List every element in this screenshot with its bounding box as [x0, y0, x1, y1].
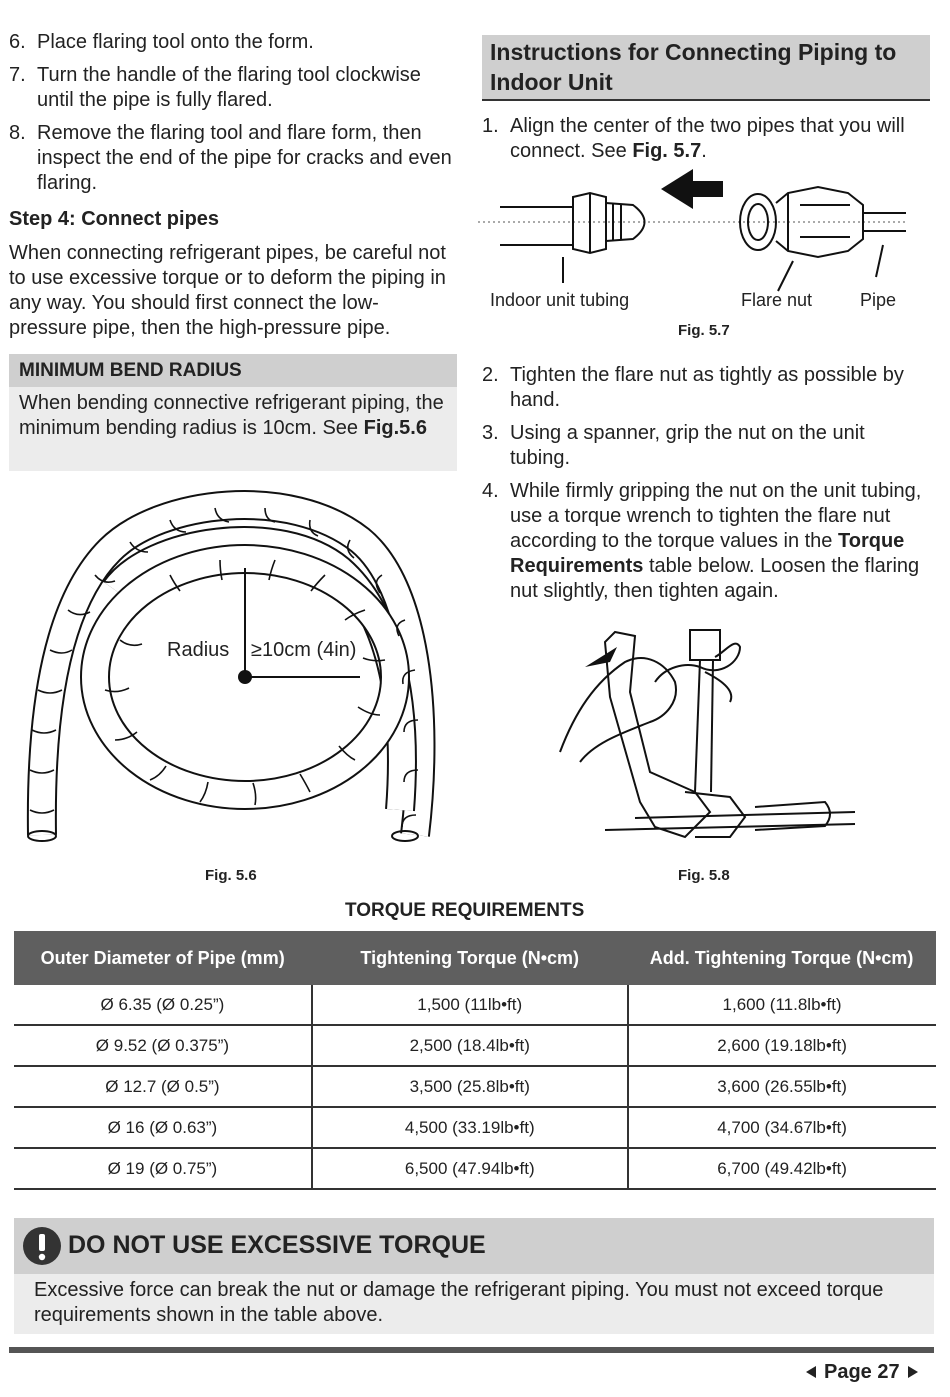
step-8: 8. Remove the flaring tool and flare form, then inspect the end of the pipe for cracks and even flaring. [9, 122, 452, 194]
table-cell: 6,500 (47.94lb•ft) [312, 1148, 628, 1189]
fig56-coil-illustration [20, 480, 460, 860]
torque-table [14, 931, 936, 1190]
fig56-caption: Fig. 5.6 [205, 867, 257, 884]
fig58-caption: Fig. 5.8 [678, 867, 730, 884]
table-header-row [14, 931, 936, 985]
bend-box-header [9, 354, 457, 387]
step-7: 7. Turn the handle of the flaring tool clockwise until the pipe is fully flared. [9, 64, 421, 111]
right-step1: 1. Align the center of the two pipes that you will connect. See Fig. 5.7. [482, 115, 905, 162]
table-cell: Ø 9.52 (Ø 0.375”) [14, 1025, 312, 1066]
fig57-label-pipe: Pipe [860, 290, 897, 310]
fig57-arrow [661, 169, 723, 209]
triangle-left-icon[interactable] [806, 1366, 816, 1378]
warning-body [14, 1274, 934, 1334]
fig57-caption: Fig. 5.7 [678, 322, 730, 339]
right-heading-box [482, 35, 930, 101]
fig57-pipe-illustration [478, 165, 918, 295]
table-row [14, 1025, 936, 1066]
table-cell: 3,600 (26.55lb•ft) [628, 1066, 936, 1107]
fig57-ref: Fig. 5.7 [632, 140, 702, 162]
table-row [14, 1107, 936, 1148]
table-title: TORQUE REQUIREMENTS [345, 900, 585, 921]
step4-heading: Step 4: Connect pipes [9, 208, 220, 230]
step4-text: When connecting refrigerant pipes, be careful not to use excessive torque or to deform the piping in any way. You should first connect the low-pressure pipe, then the high-pressure pipe. [9, 242, 446, 339]
table-row [14, 1066, 936, 1107]
table-cell: 4,500 (33.19lb•ft) [312, 1107, 628, 1148]
right-steps-2-4 [482, 363, 922, 612]
fig58-wrench-illustration [555, 622, 865, 852]
table-cell: 1,500 (11lb•ft) [312, 985, 628, 1025]
table-cell: 1,600 (11.8lb•ft) [628, 985, 936, 1025]
bend-box-title: MINIMUM BEND RADIUS [19, 360, 242, 381]
table-cell: Ø 16 (Ø 0.63”) [14, 1107, 312, 1148]
bend-box-body [9, 387, 457, 471]
step-6: 6. Place flaring tool onto the form. [9, 31, 314, 53]
torque-requirements-ref: Torque Requirements [510, 530, 905, 577]
fig58-rotation-arrow [585, 647, 617, 667]
fig56-radius-label: Radius [167, 639, 230, 661]
fig56-value-label: ≥10cm (4in) [251, 639, 357, 661]
table-cell: 3,500 (25.8lb•ft) [312, 1066, 628, 1107]
table-cell: 2,500 (18.4lb•ft) [312, 1025, 628, 1066]
table-cell: Ø 12.7 (Ø 0.5”) [14, 1066, 312, 1107]
table-cell: Ø 19 (Ø 0.75”) [14, 1148, 312, 1189]
triangle-right-icon[interactable] [908, 1366, 918, 1378]
right-step-3: 3. Using a spanner, grip the nut on the unit tubing. [482, 422, 865, 469]
radius-center-dot [238, 670, 252, 684]
fig56-ref: Fig.5.6 [363, 417, 427, 439]
table-row [14, 985, 936, 1025]
table-header-cell: Add. Tightening Torque (N•cm) [628, 931, 936, 985]
warning-title: DO NOT USE EXCESSIVE TORQUE [68, 1231, 486, 1259]
table-cell: 4,700 (34.67lb•ft) [628, 1107, 936, 1148]
table-row [14, 1148, 936, 1189]
fig57-label-nut: Flare nut [741, 290, 813, 310]
exclamation-icon [22, 1226, 62, 1266]
footer-rule [9, 1347, 934, 1353]
right-step-2: 2. Tighten the flare nut as tightly as possible by hand. [482, 364, 904, 411]
left-steps [9, 30, 459, 204]
table-cell: Ø 6.35 (Ø 0.25”) [14, 985, 312, 1025]
table-header-cell: Tightening Torque (N•cm) [312, 931, 628, 985]
table-cell: 6,700 (49.42lb•ft) [628, 1148, 936, 1189]
page-nav [806, 1360, 918, 1384]
warning-header [14, 1218, 934, 1276]
page-number: Page 27 [824, 1360, 900, 1383]
warning-text: Excessive force can break the nut or damage the refrigerant piping. You must not exceed torque requirements shown in the table above. [34, 1279, 884, 1326]
torque-table-wrap [14, 931, 936, 1190]
table-cell: 2,600 (19.18lb•ft) [628, 1025, 936, 1066]
right-heading: Instructions for Connecting Piping to Indoor Unit [490, 39, 897, 95]
fig57-label-tubing: Indoor unit tubing [490, 290, 630, 310]
right-step-4: 4. While firmly gripping the nut on the unit tubing, use a torque wrench to tighten the flare nut according to the torque values in the Torque Requirements table below. Loosen the flaring nut slightly, then tighten again. [482, 480, 922, 602]
table-header-cell: Outer Diameter of Pipe (mm) [14, 931, 312, 985]
bend-box-text: When bending connective refrigerant piping, the minimum bending radius is 10cm. See Fig.5.6 [19, 392, 444, 439]
